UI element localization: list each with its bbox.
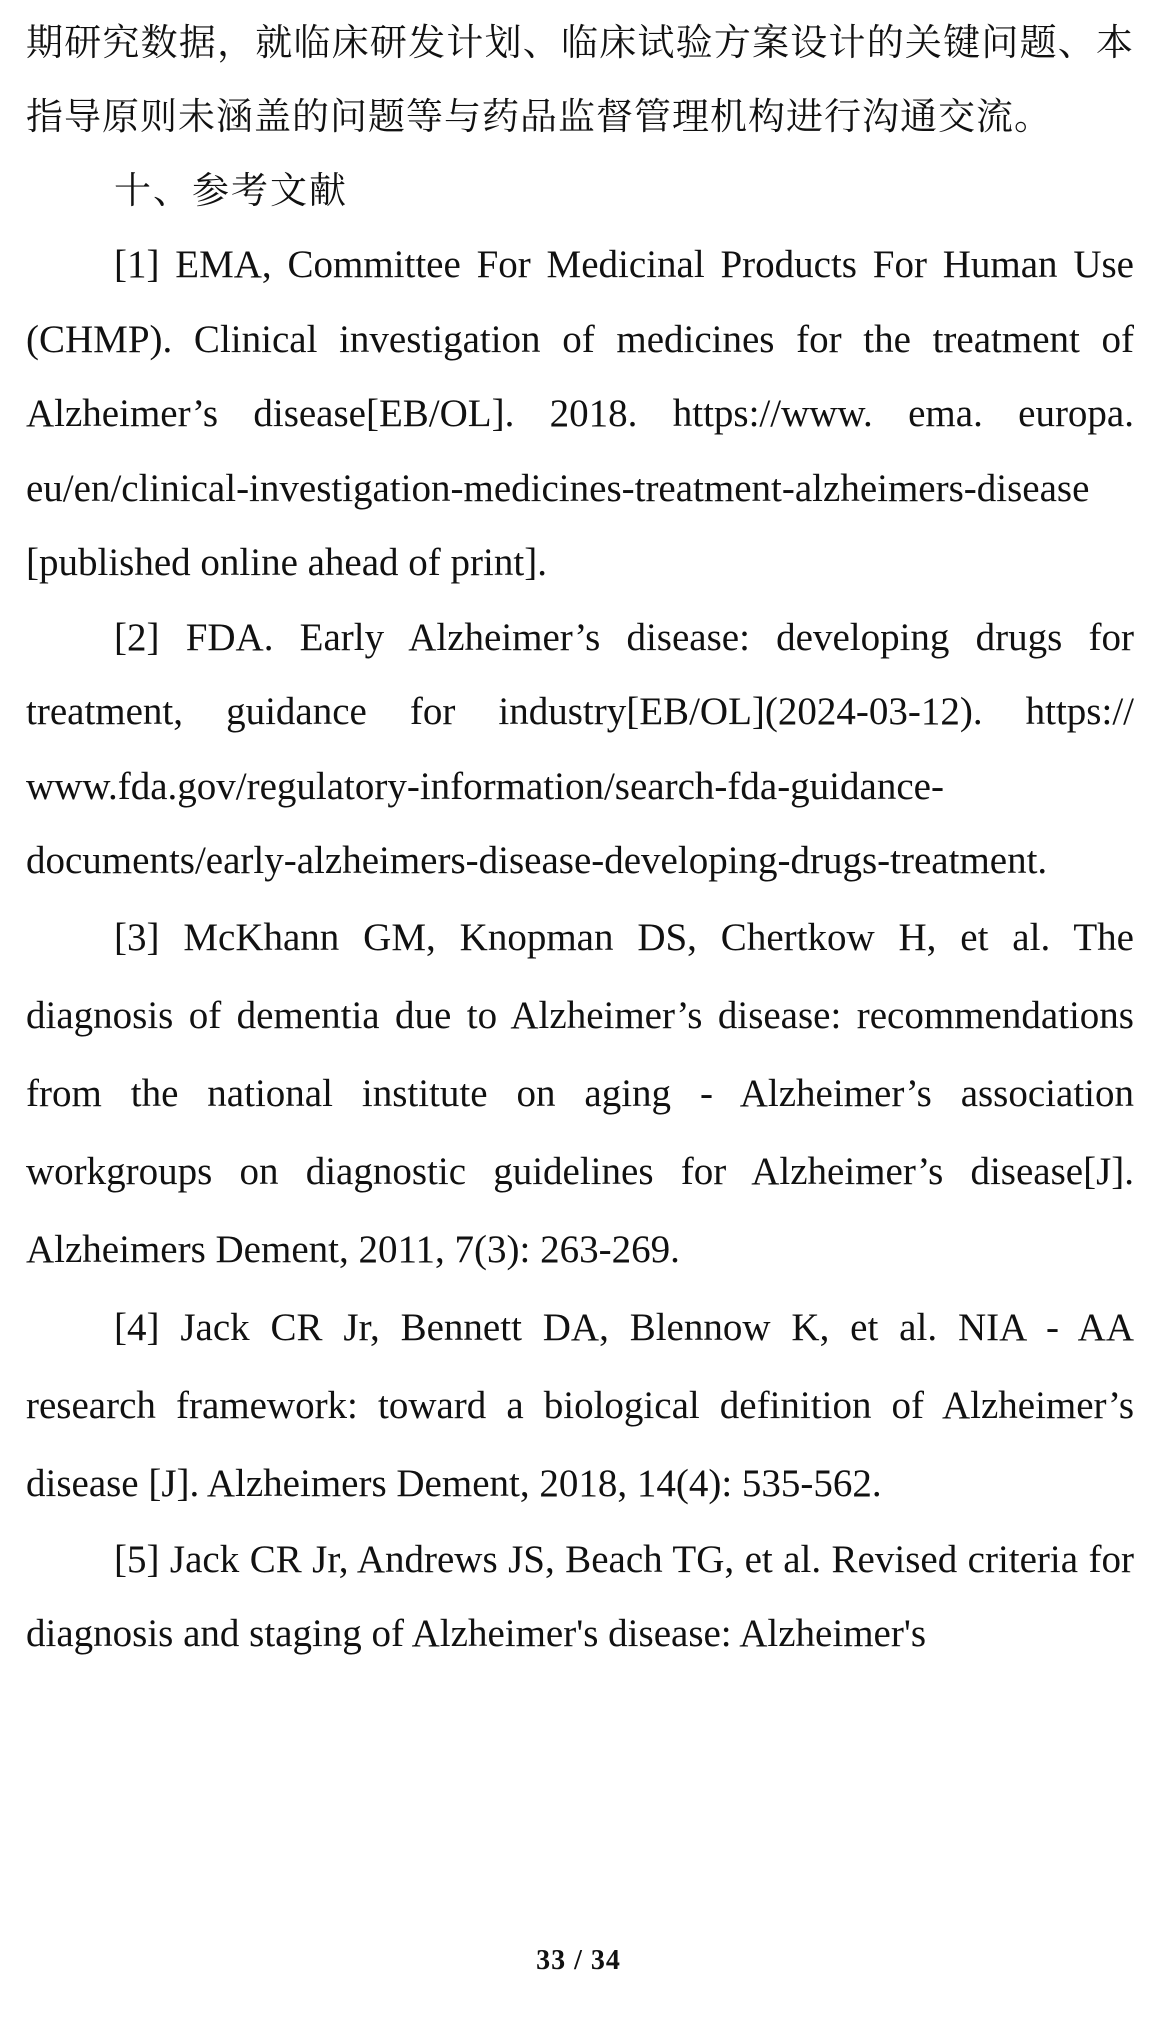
page-content: [26, 0, 1134, 1672]
reference-1: [1] EMA, Committee For Medicinal Products For Human Use (CHMP). Clinical investigation of medicines for the treatment of Alzheimer’s disease[EB/OL]. 2018. https://www. ema. europa. eu/en/clinical-investigation-medicines-treatment-alzheimers-disease [published online ahead of print].: [26, 243, 1134, 584]
section-heading: 十、参考文献: [114, 169, 348, 212]
page-number: 33 / 34: [536, 1945, 621, 1976]
reference-5: [5] Jack CR Jr, Andrews JS, Beach TG, et al. Revised criteria for diagnosis and staging of Alzheimer's disease: Alzheimer's: [26, 1537, 1134, 1655]
reference-3: [3] McKhann GM, Knopman DS, Chertkow H, et al. The diagnosis of dementia due to Alzheimer’s disease: recommendations from the national institute on aging - Alzheimer’s association workgroups on diagnostic guidelines for Alzheimer’s disease[J]. Alzheimers Dement, 2011, 7(3): 263-269.: [26, 915, 1134, 1271]
reference-2: [2] FDA. Early Alzheimer’s disease: developing drugs for treatment, guidance for industry[EB/OL](2024-03-12). https:// www.fda.gov/regulatory-information/search-fda-guidance-documents/early-alzheimers-disease-developing-drugs-treatment.: [26, 615, 1134, 882]
intro-paragraph: 期研究数据，就临床研发计划、临床试验方案设计的关键问题、本指导原则未涵盖的问题等与药品监督管理机构进行沟通交流。: [26, 21, 1134, 138]
reference-4: [4] Jack CR Jr, Bennett DA, Blennow K, et al. NIA - AA research framework: toward a biological definition of Alzheimer’s disease [J]. Alzheimers Dement, 2018, 14(4): 535-562.: [26, 1305, 1134, 1505]
